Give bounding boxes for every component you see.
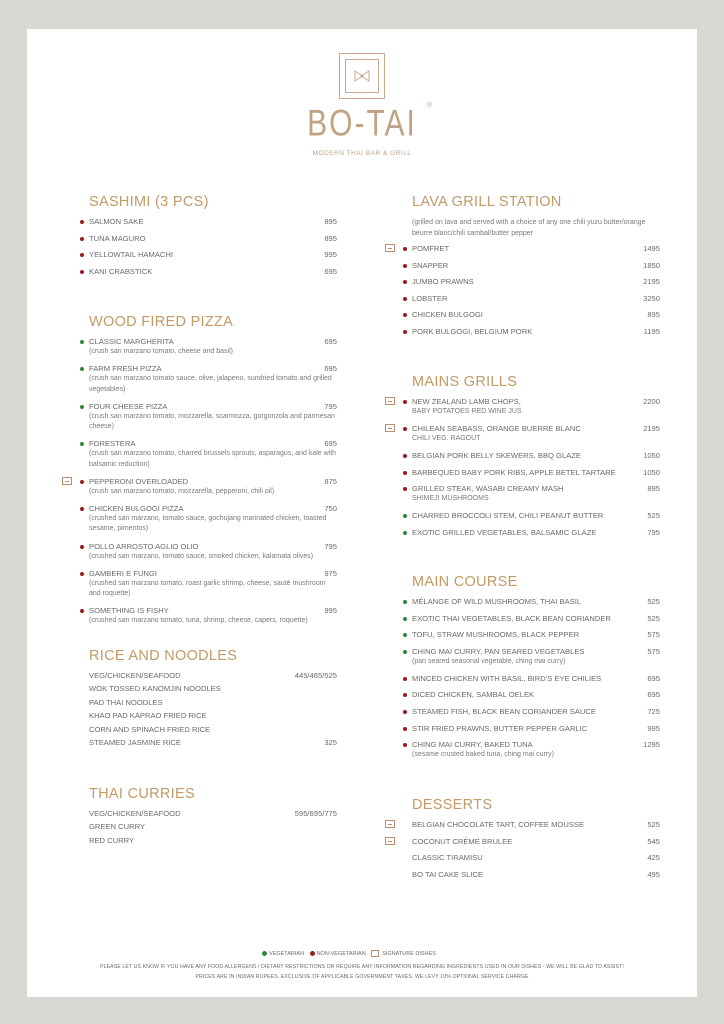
section-title: DESSERTS xyxy=(412,797,493,813)
item-name: POLLO ARROSTO AGLIO OLIO xyxy=(89,541,199,551)
item-description: (crushed san marzano tomato, roast garlic shrimp, cheese, sauté mushroom and roquette) xyxy=(89,579,326,598)
logo-inner-frame xyxy=(345,59,379,93)
legend-signature: SIGNATURE DISHES xyxy=(371,951,436,957)
nonveg-dot-icon xyxy=(80,545,84,549)
item-name: CHARRED BROCCOLI STEM, CHILI PEANUT BUTTER xyxy=(412,511,604,521)
item-name: EXOTIC GRILLED VEGETABLES, BALSAMIC GLAZE xyxy=(412,528,597,538)
menu-item xyxy=(412,820,660,830)
item-description: (crush san marzano tomato sauce, olive, jalapeno, sundried tomato and grilled vegetables) xyxy=(89,375,332,393)
menu-item xyxy=(412,630,660,640)
menu-item xyxy=(89,542,337,563)
menu-item xyxy=(412,484,660,505)
item-name: CLASSIC MARGHERITA xyxy=(89,337,174,346)
item-price: 975 xyxy=(324,568,337,578)
item-name: JUMBO PRAWNS xyxy=(412,277,474,287)
item-price: 1195 xyxy=(643,326,660,336)
item-price: 1495 xyxy=(643,244,660,253)
item-name: COCONUT CRÈME BRULEE xyxy=(412,836,513,846)
item-price: 3250 xyxy=(643,293,660,303)
menu-item xyxy=(89,836,337,846)
item-name: BARBEQUED BABY PORK RIBS, APPLE BETEL TARTARE xyxy=(412,467,616,477)
item-price: 2195 xyxy=(643,424,660,434)
item-name: RED CURRY xyxy=(89,835,135,845)
item-description: CHILI VEG. RAGOUT xyxy=(412,435,481,443)
item-name: KANI CRABSTICK xyxy=(89,266,153,276)
nonveg-dot-icon xyxy=(80,220,84,224)
section-desserts xyxy=(412,797,660,886)
menu-item xyxy=(89,698,337,708)
menu-item xyxy=(89,725,337,735)
menu-item xyxy=(89,267,337,277)
nonveg-dot-icon xyxy=(403,727,407,731)
section-thai-curries xyxy=(89,786,337,849)
item-description: (pan seared seasonal vegetable, ching mai curry) xyxy=(412,657,566,665)
item-price: 795 xyxy=(324,401,337,411)
menu-item xyxy=(412,690,660,700)
item-name: BO TAI CAKE SLICE xyxy=(412,869,484,879)
item-price: 1050 xyxy=(643,467,660,477)
nonveg-dot-icon xyxy=(403,677,407,681)
item-name: SNAPPER xyxy=(412,260,449,270)
item-name: KHAO PAD KAPRAO FRIED RICE xyxy=(89,711,207,721)
menu-item xyxy=(89,477,337,498)
item-name: PAD THAI NOODLES xyxy=(89,697,163,707)
item-name: GRILLED STEAK, WASABI CREAMY MASH xyxy=(412,484,564,494)
menu-item xyxy=(412,528,660,538)
item-price: 1295 xyxy=(643,740,660,750)
nonveg-dot-icon xyxy=(80,237,84,241)
item-name: NEW ZEALAND LAMB CHOPS, xyxy=(412,397,521,406)
item-price: 525 xyxy=(647,613,660,623)
item-name: DICED CHICKEN, SAMBAL OELEK xyxy=(412,690,535,700)
menu-item xyxy=(412,724,660,734)
item-name: CHICKEN BULGOGI PIZZA xyxy=(89,503,184,513)
brand-name: BO-TAI xyxy=(307,103,417,145)
item-name: TUNA MAGURO xyxy=(89,233,146,243)
section-mains-grills xyxy=(412,374,660,545)
item-name: STEAMED FISH, BLACK BEAN CORIANDER SAUCE xyxy=(412,707,596,717)
nonveg-dot-icon xyxy=(310,951,315,956)
section-sashimi xyxy=(89,194,337,283)
item-price: 2200 xyxy=(643,397,660,406)
signature-icon xyxy=(385,424,395,432)
section-title: MAINS GRILLS xyxy=(412,374,518,390)
menu-item xyxy=(89,217,337,227)
section-title: SASHIMI (3 PCS) xyxy=(89,194,209,210)
item-name: POMFRET xyxy=(412,244,450,253)
legend-veg: VEGETARIAN xyxy=(262,951,304,957)
nonveg-dot-icon xyxy=(403,400,407,404)
item-description: (crush san marzano tomato, cheese and basil) xyxy=(89,348,233,355)
signature-icon xyxy=(385,820,395,828)
item-price: 895 xyxy=(647,310,660,320)
menu-item xyxy=(412,707,660,717)
menu-item xyxy=(89,606,337,627)
menu-item xyxy=(412,674,660,684)
menu-item xyxy=(412,597,660,607)
menu-item xyxy=(412,740,660,761)
item-price: 2195 xyxy=(643,277,660,287)
item-price: 325 xyxy=(324,737,337,747)
section-title: WOOD FIRED PIZZA xyxy=(89,314,234,330)
item-name: SALMON SAKE xyxy=(89,217,144,226)
item-description: (crushed san marzano, tomato sauce, gochujang marinated chicken, toasted sesame, pimentos) xyxy=(89,514,327,533)
menu-item xyxy=(412,468,660,478)
item-name: SOMETHING IS FISHY xyxy=(89,606,169,616)
item-name: PORK BULGOGI, BELGIUM PORK xyxy=(412,326,533,336)
item-description: (sesame crusted baked tuna, ching mai curry) xyxy=(412,751,555,759)
menu-item xyxy=(89,439,337,470)
veg-dot-icon xyxy=(403,600,407,604)
menu-item xyxy=(412,261,660,271)
item-price: 795 xyxy=(324,541,337,551)
menu-item xyxy=(412,310,660,320)
item-description: (crush san marzano tomato, mozzarella, pepperoni, chili oil) xyxy=(89,487,275,495)
menu-item xyxy=(412,870,660,880)
menu-item xyxy=(412,853,660,863)
veg-dot-icon xyxy=(403,650,407,654)
item-price: 425 xyxy=(647,853,660,863)
menu-item xyxy=(412,451,660,461)
menu-item xyxy=(412,424,660,445)
item-price: 495 xyxy=(647,869,660,879)
item-name: STEAMED JASMINE RICE xyxy=(89,737,181,747)
item-name: MÉLANGE OF WILD MUSHROOMS, THAI BASIL xyxy=(412,597,582,606)
signature-icon xyxy=(62,477,72,485)
item-name: YELLOWTAIL HAMACHI xyxy=(89,250,173,260)
section-pizza xyxy=(89,314,337,633)
item-price: 895 xyxy=(647,484,660,494)
nonveg-dot-icon xyxy=(80,572,84,576)
item-name: GAMBERI E FUNGI xyxy=(89,568,157,578)
item-name: FORESTERA xyxy=(89,439,136,449)
item-price: 545 xyxy=(647,836,660,846)
item-description: (crushed san marzano tomato, tuna, shrimp, cheese, capers, roquette) xyxy=(89,617,308,625)
item-name: LOBSTER xyxy=(412,293,448,303)
section-title: RICE AND NOODLES xyxy=(89,648,238,664)
item-price: 595/695/775 xyxy=(294,809,337,818)
item-price: 795 xyxy=(647,528,660,538)
item-name: STIR FRIED PRAWNS, BUTTER PEPPER GARLIC xyxy=(412,723,588,733)
menu-item xyxy=(412,837,660,847)
item-price: 875 xyxy=(324,476,337,486)
item-price: 695 xyxy=(324,266,337,276)
section-lava-grill xyxy=(412,194,660,344)
section-rice-noodles xyxy=(89,648,337,751)
item-name: VEG/CHICKEN/SEAFOOD xyxy=(89,671,181,680)
legend-nonveg: NON-VEGETARIAN xyxy=(310,951,366,957)
item-price: 525 xyxy=(647,511,660,521)
item-price: 695 xyxy=(647,673,660,683)
item-name: CHICKEN BULGOGI xyxy=(412,310,483,320)
menu-item xyxy=(89,822,337,832)
nonveg-dot-icon xyxy=(403,264,407,268)
item-name: CORN AND SPINACH FRIED RICE xyxy=(89,724,211,734)
item-description: (crush san marzano tomato, charred brussels sprouts, asparagus, and kale with balsamic reduction) xyxy=(89,450,337,468)
nonveg-dot-icon xyxy=(80,270,84,274)
nonveg-dot-icon xyxy=(403,471,407,475)
item-price: 575 xyxy=(647,646,660,656)
pricing-note: PRICES ARE IN INDIAN RUPEES, EXCLUSIVE OF APPLICABLE GOVERNMENT TAXES. WE LEVY 10% OPTIONAL SERVICE CHARGE xyxy=(195,974,529,980)
nonveg-dot-icon xyxy=(403,330,407,334)
item-description: (crushed san marzano, tomato sauce, smoked chicken, kalamata olives) xyxy=(89,552,314,560)
menu-item xyxy=(89,364,337,395)
menu-item xyxy=(89,738,337,748)
item-name: FOUR CHEESE PIZZA xyxy=(89,401,168,411)
item-name: PEPPERONI OVERLOADED xyxy=(89,476,189,486)
item-name: FARM FRESH PIZZA xyxy=(89,364,162,374)
menu-item xyxy=(89,337,337,358)
section-title: LAVA GRILL STATION xyxy=(412,194,562,210)
item-name: WOK TOSSED KANOMJIN NOODLES xyxy=(89,684,221,694)
item-name: BELGIAN CHOCOLATE TART, COFFEE MOUSSE xyxy=(412,820,585,829)
item-description: (crush san marzano tomato, mozzarella, scarmozza, gorgonzola and parmesan cheese) xyxy=(89,412,335,431)
item-description: BABY POTATOES RED WINE JUS xyxy=(412,408,522,415)
nonveg-dot-icon xyxy=(80,480,84,484)
signature-icon xyxy=(385,837,395,845)
signature-icon xyxy=(385,244,395,252)
veg-dot-icon xyxy=(262,951,267,956)
menu-item xyxy=(412,647,660,668)
signature-icon xyxy=(385,397,395,405)
item-price: 895 xyxy=(324,217,337,226)
veg-dot-icon xyxy=(403,617,407,621)
menu-item xyxy=(412,511,660,521)
item-price: 1050 xyxy=(643,451,660,461)
allergen-note: PLEASE LET US KNOW IF YOU HAVE ANY FOOD ALLERGENS / DIETARY RESTRICTIONS OR REQUIRE ANY INFORMATION REGARDING INGREDIENTS USED IN OUR DISHES - WE WILL BE GLAD TO ASSIST! xyxy=(100,964,624,970)
section-title: THAI CURRIES xyxy=(89,786,195,802)
section-main-course xyxy=(412,574,660,767)
item-description: SHIMEJI MUSHROOMS xyxy=(412,495,489,503)
veg-dot-icon xyxy=(80,340,84,344)
menu-item xyxy=(89,671,337,681)
item-price: 575 xyxy=(647,630,660,640)
item-name: CHING MAI CURRY, BAKED TUNA xyxy=(412,740,533,750)
menu-item xyxy=(412,614,660,624)
section-intro: (grilled on lava and served with a choice of any one chili yuzu butter/orange beurre blanc/chili sambal/butter pepper xyxy=(412,219,646,237)
registered-mark: ® xyxy=(427,102,433,109)
item-name: GREEN CURRY xyxy=(89,822,145,832)
item-price: 725 xyxy=(647,707,660,717)
menu-item xyxy=(89,684,337,694)
item-price: 995 xyxy=(647,723,660,733)
item-name: TOFU, STRAW MUSHROOMS, BLACK PEPPER xyxy=(412,630,580,640)
item-name: VEG/CHICKEN/SEAFOOD xyxy=(89,809,181,818)
menu-item xyxy=(89,809,337,819)
nonveg-dot-icon xyxy=(80,507,84,511)
item-price: 695 xyxy=(647,690,660,700)
item-price: 750 xyxy=(324,503,337,513)
item-name: CLASSIC TIRAMISU xyxy=(412,853,483,863)
menu-item xyxy=(89,402,337,433)
veg-dot-icon xyxy=(80,405,84,409)
legend xyxy=(262,950,440,957)
bowtie-icon xyxy=(354,70,370,82)
item-price: 995 xyxy=(324,606,337,616)
item-price: 1850 xyxy=(643,260,660,270)
logo-emblem xyxy=(339,53,385,99)
item-name: BELGIAN PORK BELLY SKEWERS, BBQ GLAZE xyxy=(412,451,581,461)
item-price: 695 xyxy=(324,439,337,449)
nonveg-dot-icon xyxy=(403,297,407,301)
menu-item xyxy=(89,504,337,535)
brand-tagline: MODERN THAI BAR & GRILL xyxy=(312,150,412,157)
item-price: 695 xyxy=(324,337,337,346)
menu-item xyxy=(89,234,337,244)
menu-item xyxy=(412,327,660,337)
menu-item xyxy=(412,294,660,304)
item-name: MINCED CHICKEN WITH BASIL, BIRD'S EYE CHILIES xyxy=(412,673,602,683)
item-price: 695 xyxy=(324,364,337,374)
item-name: EXOTIC THAI VEGETABLES, BLACK BEAN CORIANDER xyxy=(412,613,611,623)
menu-item xyxy=(412,244,660,254)
item-name: CHILEAN SEABASS, ORANGE BUERRE BLANC xyxy=(412,424,581,434)
menu-item xyxy=(412,277,660,287)
menu-item xyxy=(89,569,337,600)
menu-item xyxy=(89,250,337,260)
nonveg-dot-icon xyxy=(403,247,407,251)
item-price: 525 xyxy=(647,820,660,829)
item-price: 445/465/525 xyxy=(294,671,337,680)
item-price: 995 xyxy=(324,250,337,260)
menu-item xyxy=(89,711,337,721)
menu-item xyxy=(412,397,660,418)
section-title: MAIN COURSE xyxy=(412,574,518,590)
item-name: CHING MAI CURRY, PAN SEARED VEGETABLES xyxy=(412,646,585,656)
item-price: 895 xyxy=(324,233,337,243)
signature-icon xyxy=(371,950,379,957)
item-price: 525 xyxy=(647,597,660,606)
